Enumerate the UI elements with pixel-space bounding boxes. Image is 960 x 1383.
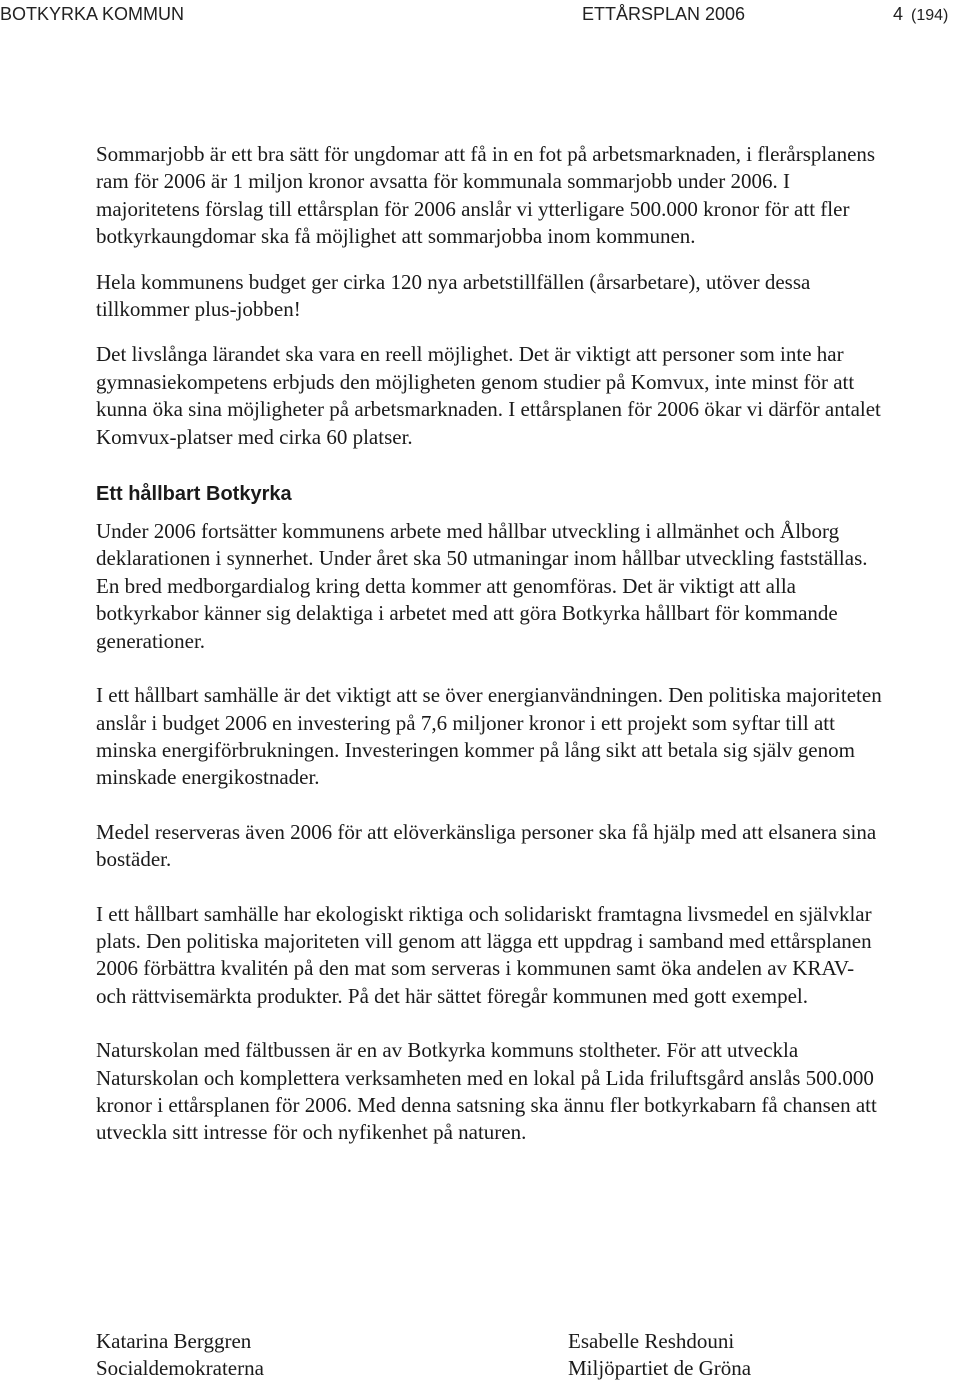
paragraph-livsmedel: I ett hållbart samhälle har ekologiskt riktiga och solidariskt framtagna livsmedel en självklar plats. Den politiska majoriteten vill genom att lägga ett uppdrag i samband med ettårsplanen 2006 förbättra kvalitén på den mat som serveras i kommunen samt öka andelen av KRAV- och rättvisemärkta produkter. På det här sättet föregår kommunen med gott exempel.	[96, 901, 872, 1008]
signature-left	[96, 1328, 264, 1382]
header-document-title: ETTÅRSPLAN 2006	[582, 4, 746, 24]
paragraph-komvux: Det livslånga lärandet ska vara en reell möjlighet. Det är viktigt att personer som inte har gymnasiekompetens erbjuds den möjligheten genom studier på Komvux, inte minst för att kunna öka sina möjligheter på arbetsmarknaden. I ettårsplanen för 2006 ökar vi därför antalet Komvux-platser med cirka 60 platser.	[96, 342, 881, 449]
paragraph-budget: Hela kommunens budget ger cirka 120 nya arbetstillfällen (årsarbetare), utöver dessa tillkommer plus-jobben!	[96, 269, 811, 322]
signature-right	[568, 1328, 751, 1382]
paragraph-sommarjobb: Sommarjobb är ett bra sätt för ungdomar att få in en fot på arbetsmarknaden, i flerårsplanens ram för 2006 är 1 miljon kronor avsatta för kommunala sommarjobb under 2006. I majoritetens förslag till ettårsplan för 2006 anslår vi ytterligare 500.000 kronor för att fler botkyrkaungdomar ska få möjlighet att sommarjobba inom kommunen.	[96, 142, 876, 249]
section-heading: Ett hållbart Botkyrka	[96, 483, 292, 506]
page-number: 4	[893, 4, 904, 24]
signatory-party: Socialdemokraterna	[96, 1356, 264, 1380]
paragraph-elsanering: Medel reserveras även 2006 för att elöverkänsliga personer ska få hjälp med att elsanera sina bostäder.	[96, 819, 877, 872]
paragraph-hallbar-utveckling: Under 2006 fortsätter kommunens arbete med hållbar utveckling i allmänhet och Ålborg deklarationen i synnerhet. Under året ska 50 utmaningar inom hållbar utveckling fastställas. En bred medborgardialog kring detta kommer att genomföras. Det är viktigt att alla botkyrkabor känner sig delaktiga i arbetet med att göra Botkyrka hållbart för kommande generationer.	[96, 519, 868, 653]
header-organization: BOTKYRKA KOMMUN	[0, 4, 185, 24]
signatory-name: Katarina Berggren	[96, 1329, 252, 1353]
paragraph-energi: I ett hållbart samhälle är det viktigt att se över energianvändningen. Den politiska majoriteten anslår i budget 2006 en investering på 7,6 miljoner kronor i ett projekt som syftar till att minska energiförbrukningen. Investeringen kommer på lång sikt att betala sig själv genom minskade energikostnader.	[96, 683, 882, 790]
page-total: (194)	[911, 7, 949, 24]
signatory-name: Esabelle Reshdouni	[568, 1329, 735, 1353]
document-body	[96, 141, 886, 1147]
page-header	[0, 4, 960, 28]
signatory-party: Miljöpartiet de Gröna	[568, 1356, 752, 1380]
header-page-number	[893, 4, 948, 25]
paragraph-naturskolan: Naturskolan med fältbussen är en av Botkyrka kommuns stoltheter. För att utveckla Naturskolan och komplettera verksamheten med en lokal på Lida friluftsgård anslås 500.000 kronor i ettårsplanen för 2006. Med denna satsning ska ännu fler botkyrkabarn få chansen att utveckla sitt intresse för och nyfikenhet på naturen.	[96, 1038, 877, 1145]
